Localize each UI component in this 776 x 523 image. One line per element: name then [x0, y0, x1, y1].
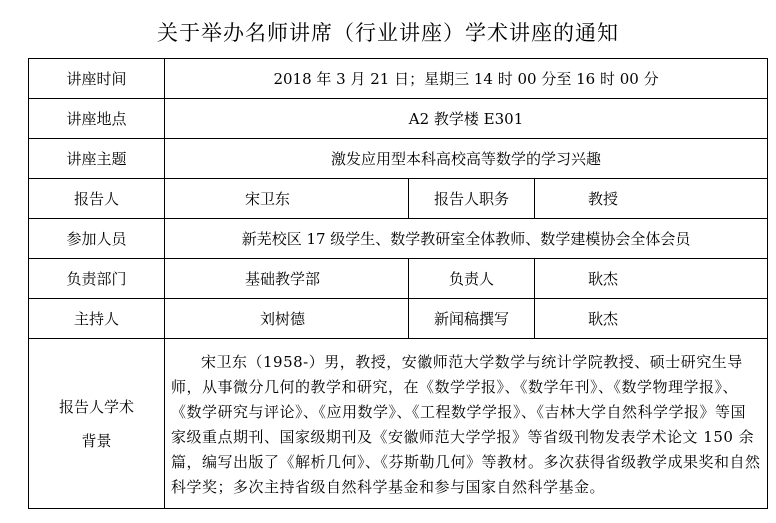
lecture-info-table — [28, 58, 768, 509]
row-lecture-time — [29, 59, 768, 99]
responsible-person-label: 负责人 — [409, 259, 535, 299]
lecture-time-label: 讲座时间 — [29, 59, 165, 99]
row-speaker-background — [29, 339, 768, 509]
speaker-title-value: 教授 — [535, 179, 768, 219]
speaker-value: 宋卫东 — [165, 179, 409, 219]
lecture-time-value: 2018 年 3 月 21 日；星期三 14 时 00 分至 16 时 00 分 — [165, 59, 768, 99]
row-host — [29, 299, 768, 339]
lecture-topic-label: 讲座主题 — [29, 139, 165, 179]
row-department — [29, 259, 768, 299]
press-writer-value: 耿杰 — [535, 299, 768, 339]
speaker-title-label: 报告人职务 — [409, 179, 535, 219]
lecture-place-label: 讲座地点 — [29, 99, 165, 139]
audience-value: 新芜校区 17 级学生、数学教研室全体教师、数学建模协会全体会员 — [165, 219, 768, 259]
responsible-person-value: 耿杰 — [535, 259, 768, 299]
lecture-topic-value: 激发应用型本科高校高等数学的学习兴趣 — [165, 139, 768, 179]
row-lecture-place — [29, 99, 768, 139]
speaker-label: 报告人 — [29, 179, 165, 219]
speaker-background-label — [29, 339, 165, 509]
press-writer-label: 新闻稿撰写 — [409, 299, 535, 339]
host-value: 刘树德 — [165, 299, 409, 339]
host-label: 主持人 — [29, 299, 165, 339]
department-label: 负责部门 — [29, 259, 165, 299]
speaker-background-label-line2: 背景 — [81, 431, 112, 450]
row-speaker — [29, 179, 768, 219]
row-audience — [29, 219, 768, 259]
audience-label: 参加人员 — [29, 219, 165, 259]
row-lecture-topic — [29, 139, 768, 179]
department-value: 基础教学部 — [165, 259, 409, 299]
speaker-background-label-line1: 报告人学术 — [58, 397, 134, 416]
lecture-place-value: A2 教学楼 E301 — [165, 99, 768, 139]
speaker-background-text: 宋卫东（1958-）男，教授，安徽师范大学数学与统计学院教授、硕士研究生导师，从事微分几何的教学和研究，在《数学学报》、《数学年刊》、《数学物理学报》、《数学研究与评论》、《应用数学》、《工程数学学报》、《吉林大学自然科学学报》等国家级重点期刊、国家级期刊及《安徽师范大学学报》等省级刊物发表学术论文 150 余篇，编写出版了《解析几何》、《芬斯勒几何》等教材。多次获得省级教学成果奖和自然科学奖；多次主持省级自然科学基金和参与国家自然科学基金。 — [165, 339, 768, 509]
notice-title: 关于举办名师讲席（行业讲座）学术讲座的通知 — [157, 21, 619, 45]
